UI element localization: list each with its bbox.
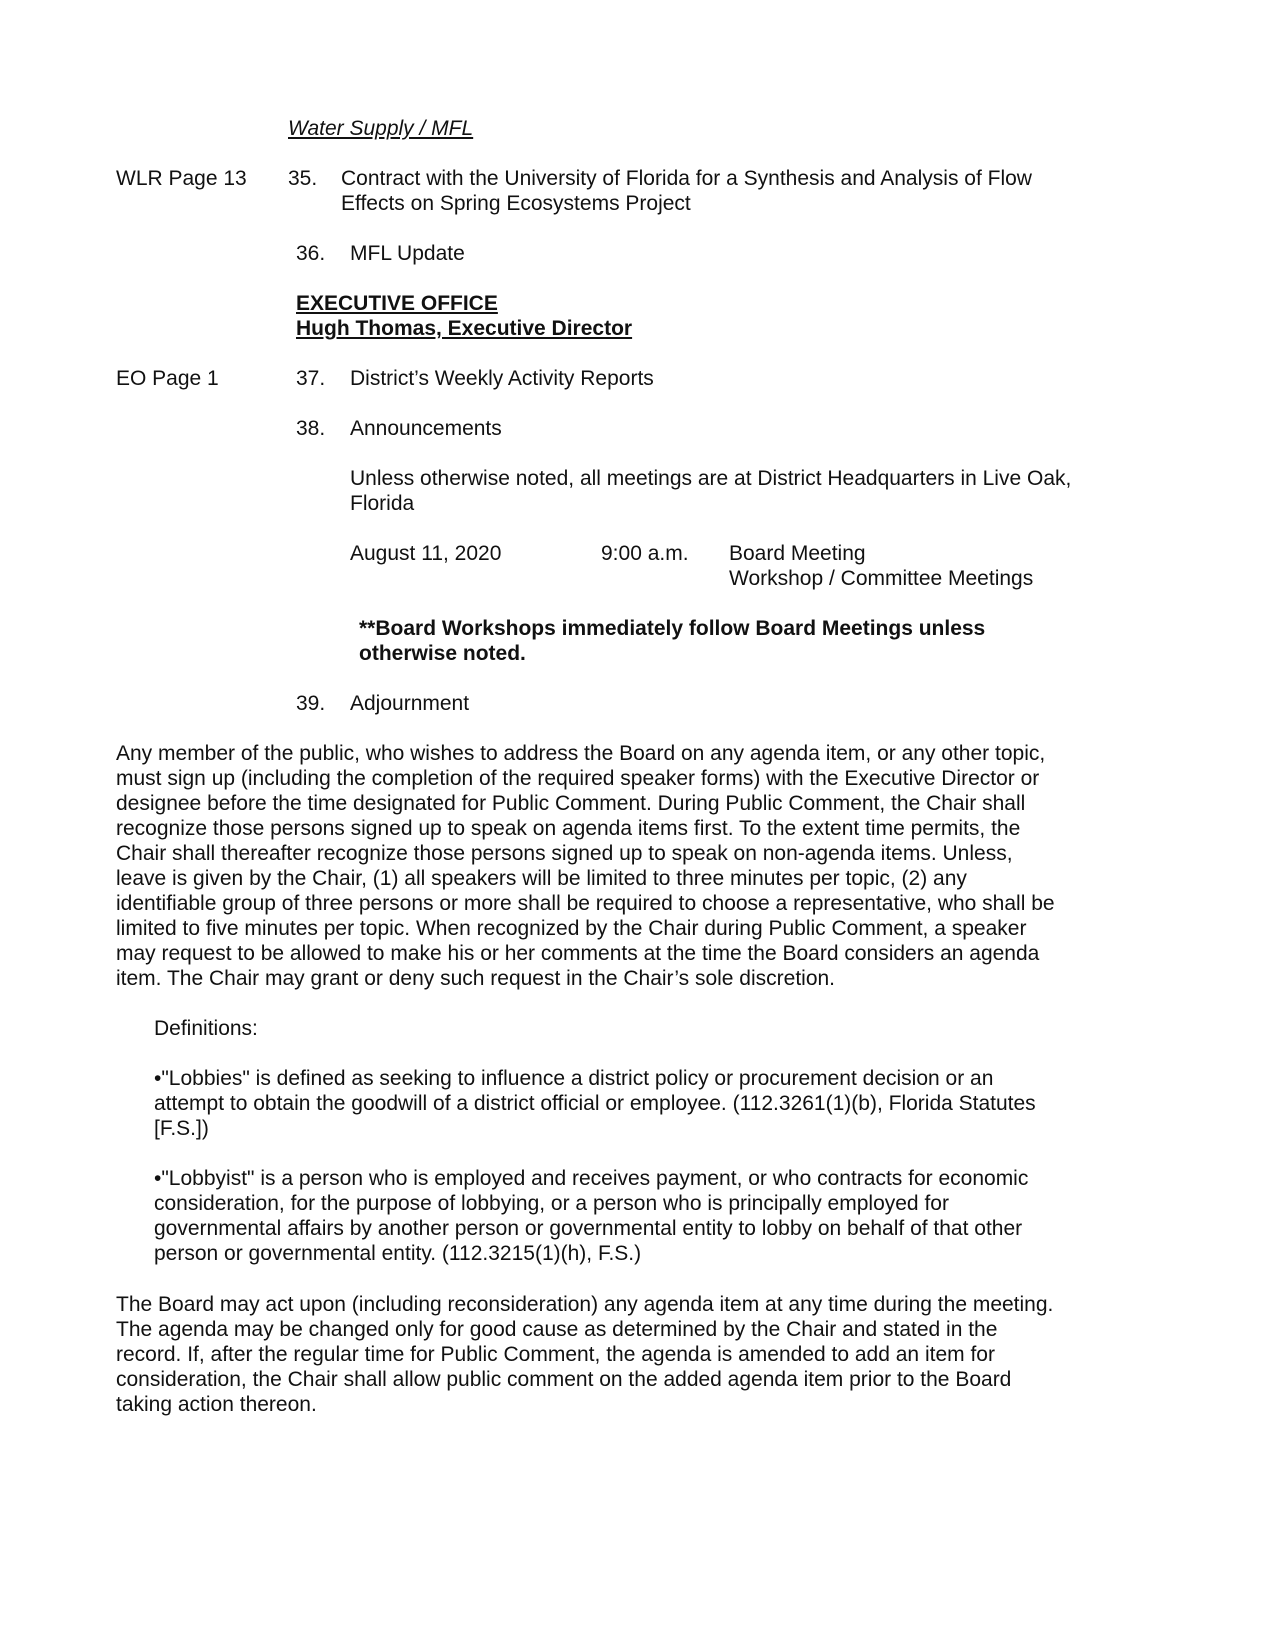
item-35-text-line1: Contract with the University of Florida for a Synthesis and Analysis of Flow bbox=[341, 167, 1032, 190]
paragraph-line: consideration, the Chair shall allow public comment on the added agenda item prior to the Board bbox=[116, 1368, 1012, 1391]
paragraph-line: must sign up (including the completion of the required speaker forms) with the Executive Director or bbox=[116, 767, 1040, 790]
paragraph-line: may request to be allowed to make his or her comments at the time the Board considers an agenda bbox=[116, 942, 1040, 965]
announcement-note-line2: Florida bbox=[350, 492, 415, 515]
item-number-39: 39. bbox=[296, 692, 326, 715]
paragraph-line: item. The Chair may grant or deny such request in the Chair’s sole discretion. bbox=[116, 967, 836, 990]
paragraph-line: •"Lobbyist" is a person who is employed and receives payment, or who contracts for economic bbox=[154, 1167, 1029, 1190]
item-39-text: Adjournment bbox=[350, 692, 470, 715]
paragraph-line: leave is given by the Chair, (1) all speakers will be limited to three minutes per topic, (2) any bbox=[116, 867, 967, 890]
item-number-37: 37. bbox=[296, 367, 326, 390]
page-ref-item-37: EO Page 1 bbox=[116, 367, 219, 390]
paragraph-line: Chair shall thereafter recognize those persons signed up to speak on non-agenda items. Unless, bbox=[116, 842, 1013, 865]
paragraph-line: Any member of the public, who wishes to address the Board on any agenda item, or any other topic, bbox=[116, 742, 1046, 765]
section-heading-executive-office: EXECUTIVE OFFICE bbox=[296, 292, 498, 315]
item-37-text: District’s Weekly Activity Reports bbox=[350, 367, 654, 390]
paragraph-line: identifiable group of three persons or more shall be required to choose a representative, who shall be bbox=[116, 892, 1055, 915]
item-number-38: 38. bbox=[296, 417, 326, 440]
item-number-36: 36. bbox=[296, 242, 326, 265]
item-35-text-line2: Effects on Spring Ecosystems Project bbox=[341, 192, 691, 215]
paragraph-line: recognize those persons signed up to speak on agenda items first. To the extent time permits, the bbox=[116, 817, 1021, 840]
section-heading-water-supply: Water Supply / MFL bbox=[288, 117, 474, 140]
workshop-note-line2: otherwise noted. bbox=[359, 642, 526, 665]
paragraph-line: record. If, after the regular time for Public Comment, the agenda is amended to add an item for bbox=[116, 1343, 995, 1366]
paragraph-line: person or governmental entity. (112.3215(1)(h), F.S.) bbox=[154, 1242, 642, 1265]
definitions-heading: Definitions: bbox=[154, 1017, 258, 1040]
item-38-text: Announcements bbox=[350, 417, 502, 440]
announcement-note-line1: Unless otherwise noted, all meetings are at District Headquarters in Live Oak, bbox=[350, 467, 1072, 490]
meeting-title-2: Workshop / Committee Meetings bbox=[729, 567, 1034, 590]
paragraph-line: [F.S.]) bbox=[154, 1117, 209, 1140]
paragraph-line: •"Lobbies" is defined as seeking to influence a district policy or procurement decision or an bbox=[154, 1067, 994, 1090]
workshop-note-line1: **Board Workshops immediately follow Board Meetings unless bbox=[359, 617, 986, 640]
paragraph-line: governmental affairs by another person or governmental entity to lobby on behalf of that other bbox=[154, 1217, 1023, 1240]
paragraph-line: limited to five minutes per topic. When recognized by the Chair during Public Comment, a speaker bbox=[116, 917, 1027, 940]
paragraph-line: designee before the time designated for Public Comment. During Public Comment, the Chair shall bbox=[116, 792, 1026, 815]
paragraph-line: consideration, for the purpose of lobbying, or a person who is principally employed for bbox=[154, 1192, 949, 1215]
item-36-text: MFL Update bbox=[350, 242, 465, 265]
paragraph-line: attempt to obtain the goodwill of a district official or employee. (112.3261(1)(b), Florida Statutes bbox=[154, 1092, 1036, 1115]
paragraph-line: The agenda may be changed only for good cause as determined by the Chair and stated in the bbox=[116, 1318, 998, 1341]
paragraph-line: taking action thereon. bbox=[116, 1393, 317, 1416]
page-ref-item-35: WLR Page 13 bbox=[116, 167, 247, 190]
meeting-time: 9:00 a.m. bbox=[601, 542, 689, 565]
meeting-title-1: Board Meeting bbox=[729, 542, 866, 565]
paragraph-line: The Board may act upon (including reconsideration) any agenda item at any time during the meeting. bbox=[116, 1293, 1054, 1316]
executive-director-name: Hugh Thomas, Executive Director bbox=[296, 317, 633, 340]
meeting-date: August 11, 2020 bbox=[350, 542, 502, 565]
item-number-35: 35. bbox=[288, 167, 318, 190]
